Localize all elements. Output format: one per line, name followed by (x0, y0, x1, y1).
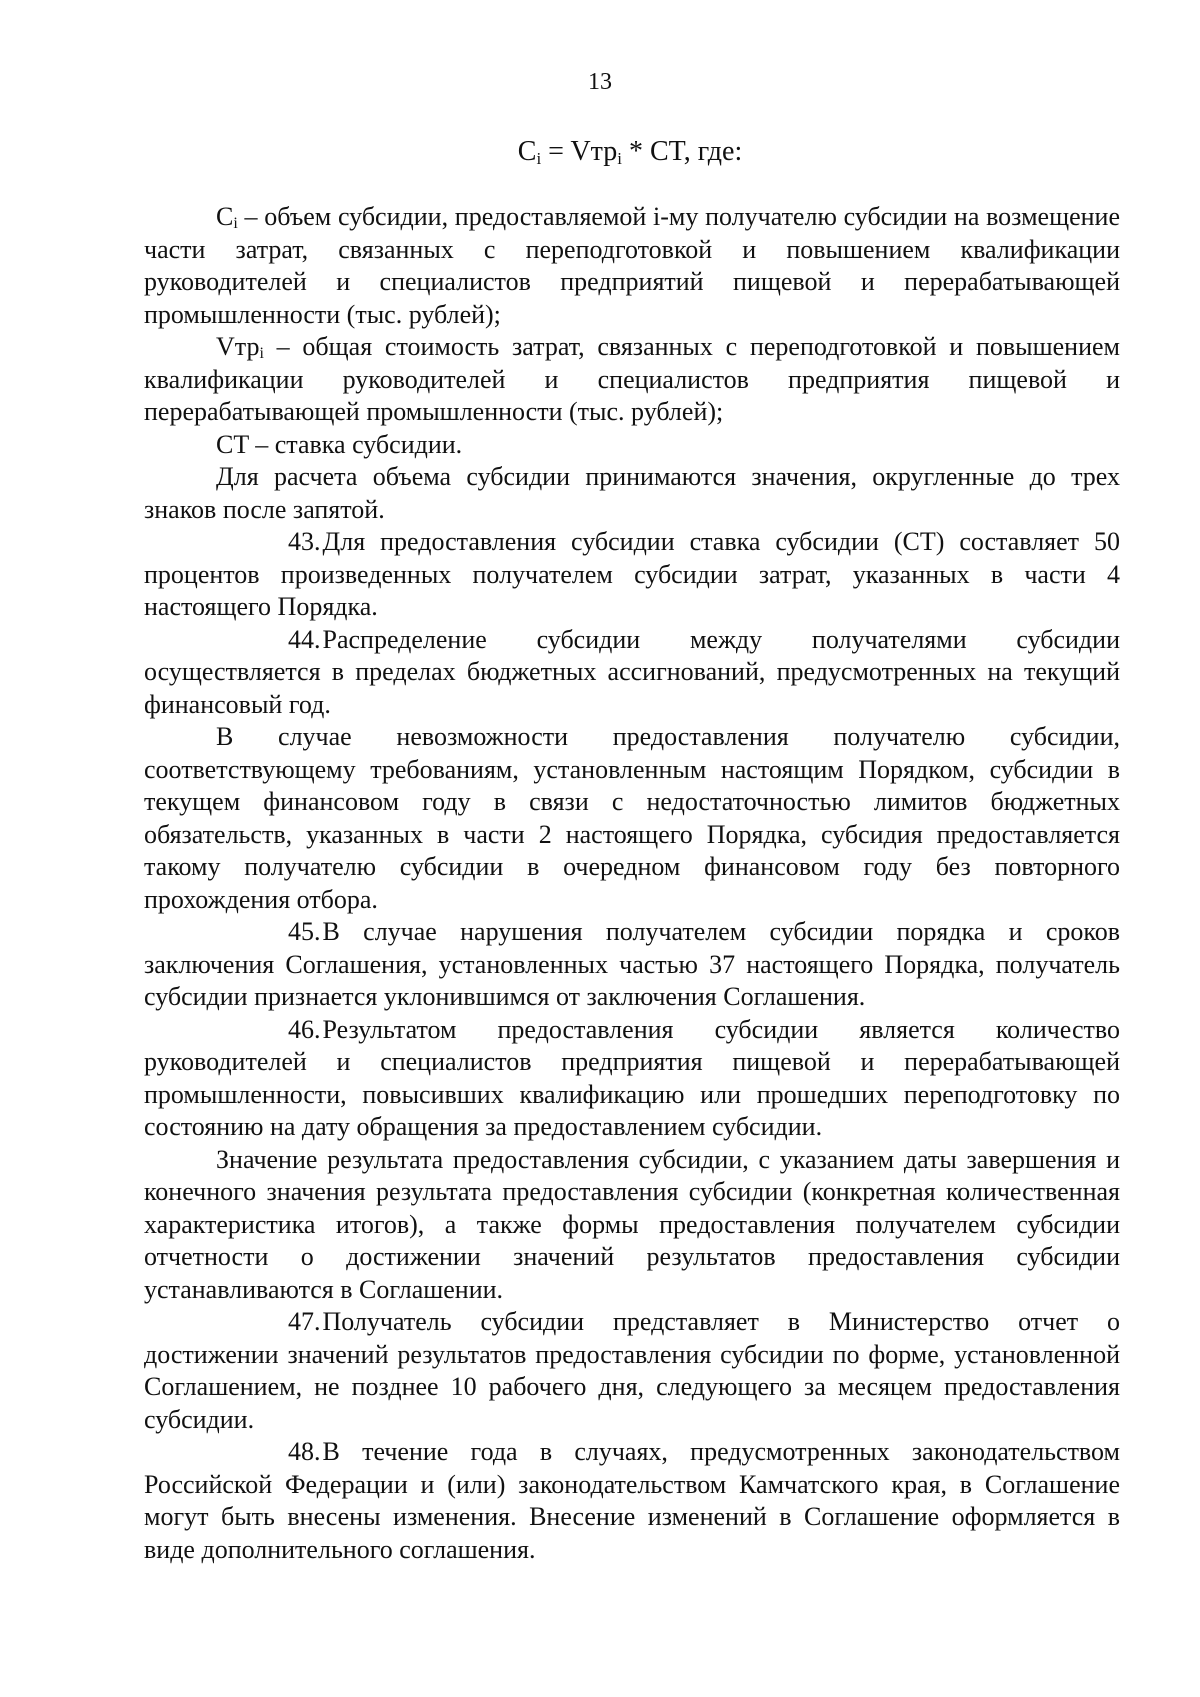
formula-lhs: C (517, 136, 537, 167)
definition-ci-subscript: i (233, 215, 238, 232)
definition-vtr-subscript: i (259, 345, 264, 362)
paragraph-47 (144, 1306, 1120, 1436)
paragraph-43-text: Для предоставления субсидии ставка субсидии (CT) составляет 50 процентов произведенных получателем субсидии затрат, указанных в части 4 настоящего Порядка. (144, 527, 1120, 621)
definition-ci-text: – объем субсидии, предоставляемой i-му получателю субсидии на возмещение части затрат, связанных с переподготовкой и повышением квалификации руководителей и специалистов предприятий пищевой и перерабатывающей промышленности (тыс. рублей); (144, 202, 1120, 329)
definition-vtr-symbol: Vтр (216, 332, 260, 361)
paragraph-46-text: Результатом предоставления субсидии является количество руководителей и специалистов предприятия пищевой и перерабатывающей промышленности, повысивших квалификацию или прошедших переподготовку по состоянию на дату обращения за предоставлением субсидии. (144, 1014, 1120, 1141)
paragraph-45-text: В случае нарушения получателем субсидии порядка и сроков заключения Соглашения, установленных частью 37 настоящего Порядка, получатель субсидии признается уклонившимся от заключения Соглашения. (144, 917, 1120, 1011)
formula (0, 138, 1200, 166)
paragraph-48-number: 48. (288, 1437, 321, 1466)
paragraph-43 (144, 526, 1120, 624)
paragraph-47-number: 47. (288, 1307, 321, 1336)
paragraph-43-number: 43. (288, 527, 321, 556)
definition-ct: CT – ставка субсидии. (216, 429, 463, 459)
paragraph-48-text: В течение года в случаях, предусмотренных законодательством Российской Федерации и (или) законодательством Камчатского края, в Соглашение могут быть внесены изменения. Внесение изменений в Соглашение оформляется в виде дополнительного соглашения. (144, 1437, 1120, 1564)
formula-lhs-subscript: i (536, 149, 542, 168)
formula-rhs-subscript: i (617, 149, 622, 168)
definition-ci (144, 201, 1120, 331)
definition-ci-symbol: C (216, 202, 234, 231)
paragraph-45 (144, 916, 1120, 1014)
paragraph-45-number: 45. (288, 917, 321, 946)
document-body (144, 201, 1120, 1566)
definition-vtr (144, 331, 1120, 429)
definition-vtr-text: – общая стоимость затрат, связанных с переподготовкой и повышением квалификации руководителей и специалистов предприятия пищевой и перерабатывающей промышленности (тыс. рублей); (144, 332, 1120, 426)
paragraph-48 (144, 1436, 1120, 1566)
paragraph-44-continuation: В случае невозможности предоставления получателю субсидии, соответствующему требованиям, установленным настоящим Порядком, субсидии в текущем финансовом году в связи с недостаточностью лимитов бюджетных обязательств, указанных в части 2 настоящего Порядка, субсидия предоставляется такому получателю субсидии в очередном финансовом году без повторного прохождения отбора. (144, 722, 1120, 914)
paragraph-47-text: Получатель субсидии представляет в Министерство отчет о достижении значений результатов предоставления субсидии по форме, установленной Соглашением, не позднее 10 рабочего дня, следующего за месяцем предоставления субсидии. (144, 1307, 1120, 1434)
formula-equals: = Vтр (541, 136, 618, 167)
paragraph-44 (144, 624, 1120, 722)
paragraph-44-text: Распределение субсидии между получателями субсидии осуществляется в пределах бюджетных ассигнований, предусмотренных на текущий финансовый год. (144, 624, 1120, 719)
paragraph-rounding: Для расчета объема субсидии принимаются значения, округленные до трех знаков после запятой. (144, 462, 1120, 524)
paragraph-46-number: 46. (288, 1014, 321, 1044)
paragraph-46-continuation: Значение результата предоставления субсидии, с указанием даты завершения и конечного значения результата предоставления субсидии (конкретная количественная характеристика итогов), а также формы предоставления получателем субсидии отчетности о достижении значений результатов предоставления субсидии устанавливаются в Соглашении. (144, 1144, 1120, 1304)
paragraph-44-number: 44. (288, 624, 321, 654)
paragraph-46 (144, 1014, 1120, 1144)
page-number: 13 (588, 69, 612, 95)
formula-rest: * CT, где: (622, 136, 743, 167)
